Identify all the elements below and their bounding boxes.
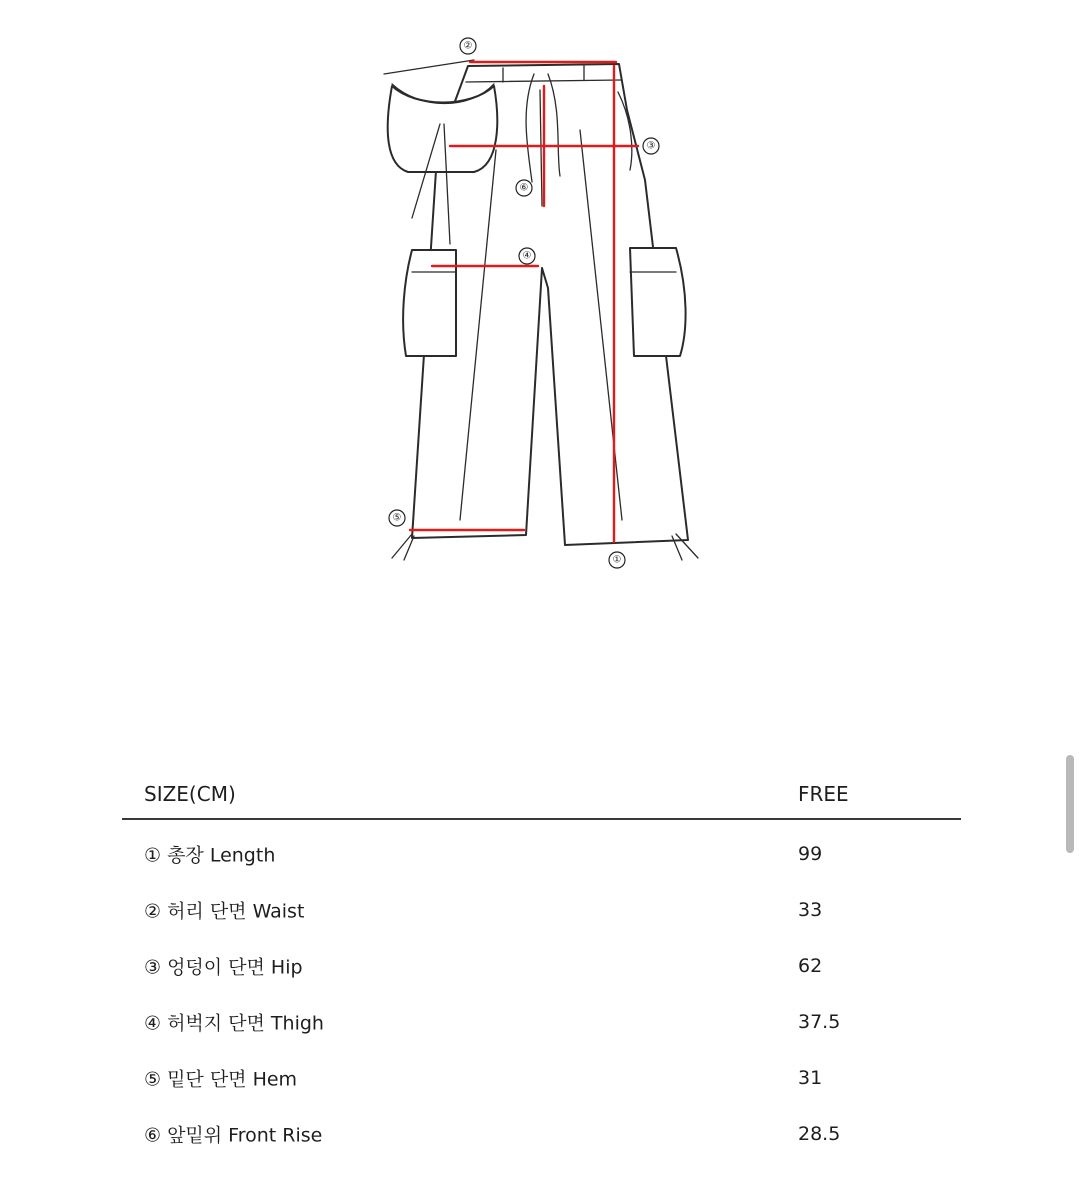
- size-unit-header: SIZE(CM): [144, 782, 236, 806]
- marker-6: [516, 180, 532, 196]
- marker-5: [389, 510, 405, 526]
- row-label: ③ 엉덩이 단면 Hip: [144, 956, 303, 979]
- table-row-hem: [122, 1050, 961, 1106]
- scrollbar-thumb[interactable]: [1066, 755, 1074, 853]
- row-value: 99: [798, 843, 823, 865]
- svg-text:⑥: ⑥: [519, 182, 529, 194]
- ankle-tie-left: [392, 534, 414, 560]
- table-header-row: [122, 772, 961, 820]
- row-value: 33: [798, 899, 823, 921]
- table-row-hip: [122, 938, 961, 994]
- marker-1: [609, 552, 625, 568]
- row-label: ① 총장 Length: [144, 844, 276, 867]
- table-row-thigh: [122, 994, 961, 1050]
- size-table: [122, 772, 961, 1162]
- marker-4: [519, 248, 535, 264]
- row-value: 37.5: [798, 1011, 841, 1033]
- marker-3: [643, 138, 659, 154]
- marker-2: [460, 38, 476, 54]
- table-row-waist: [122, 882, 961, 938]
- cargo-pocket-right: [630, 248, 686, 356]
- table-row-front-rise: [122, 1106, 961, 1162]
- size-free-header: FREE: [798, 782, 849, 806]
- pouch-bag: [388, 86, 498, 172]
- svg-text:③: ③: [646, 140, 656, 152]
- svg-text:①: ①: [612, 554, 622, 566]
- svg-text:④: ④: [522, 250, 532, 262]
- row-label: ⑤ 밑단 단면 Hem: [144, 1068, 298, 1091]
- svg-text:②: ②: [463, 40, 473, 52]
- row-value: 28.5: [798, 1123, 841, 1145]
- row-value: 31: [798, 1067, 823, 1089]
- table-row-length: [122, 826, 961, 882]
- row-label: ④ 허벅지 단면 Thigh: [144, 1012, 324, 1035]
- row-value: 62: [798, 955, 823, 977]
- svg-text:⑤: ⑤: [392, 512, 402, 524]
- row-label: ② 허리 단면 Waist: [144, 900, 305, 923]
- row-label: ⑥ 앞밑위 Front Rise: [144, 1124, 323, 1147]
